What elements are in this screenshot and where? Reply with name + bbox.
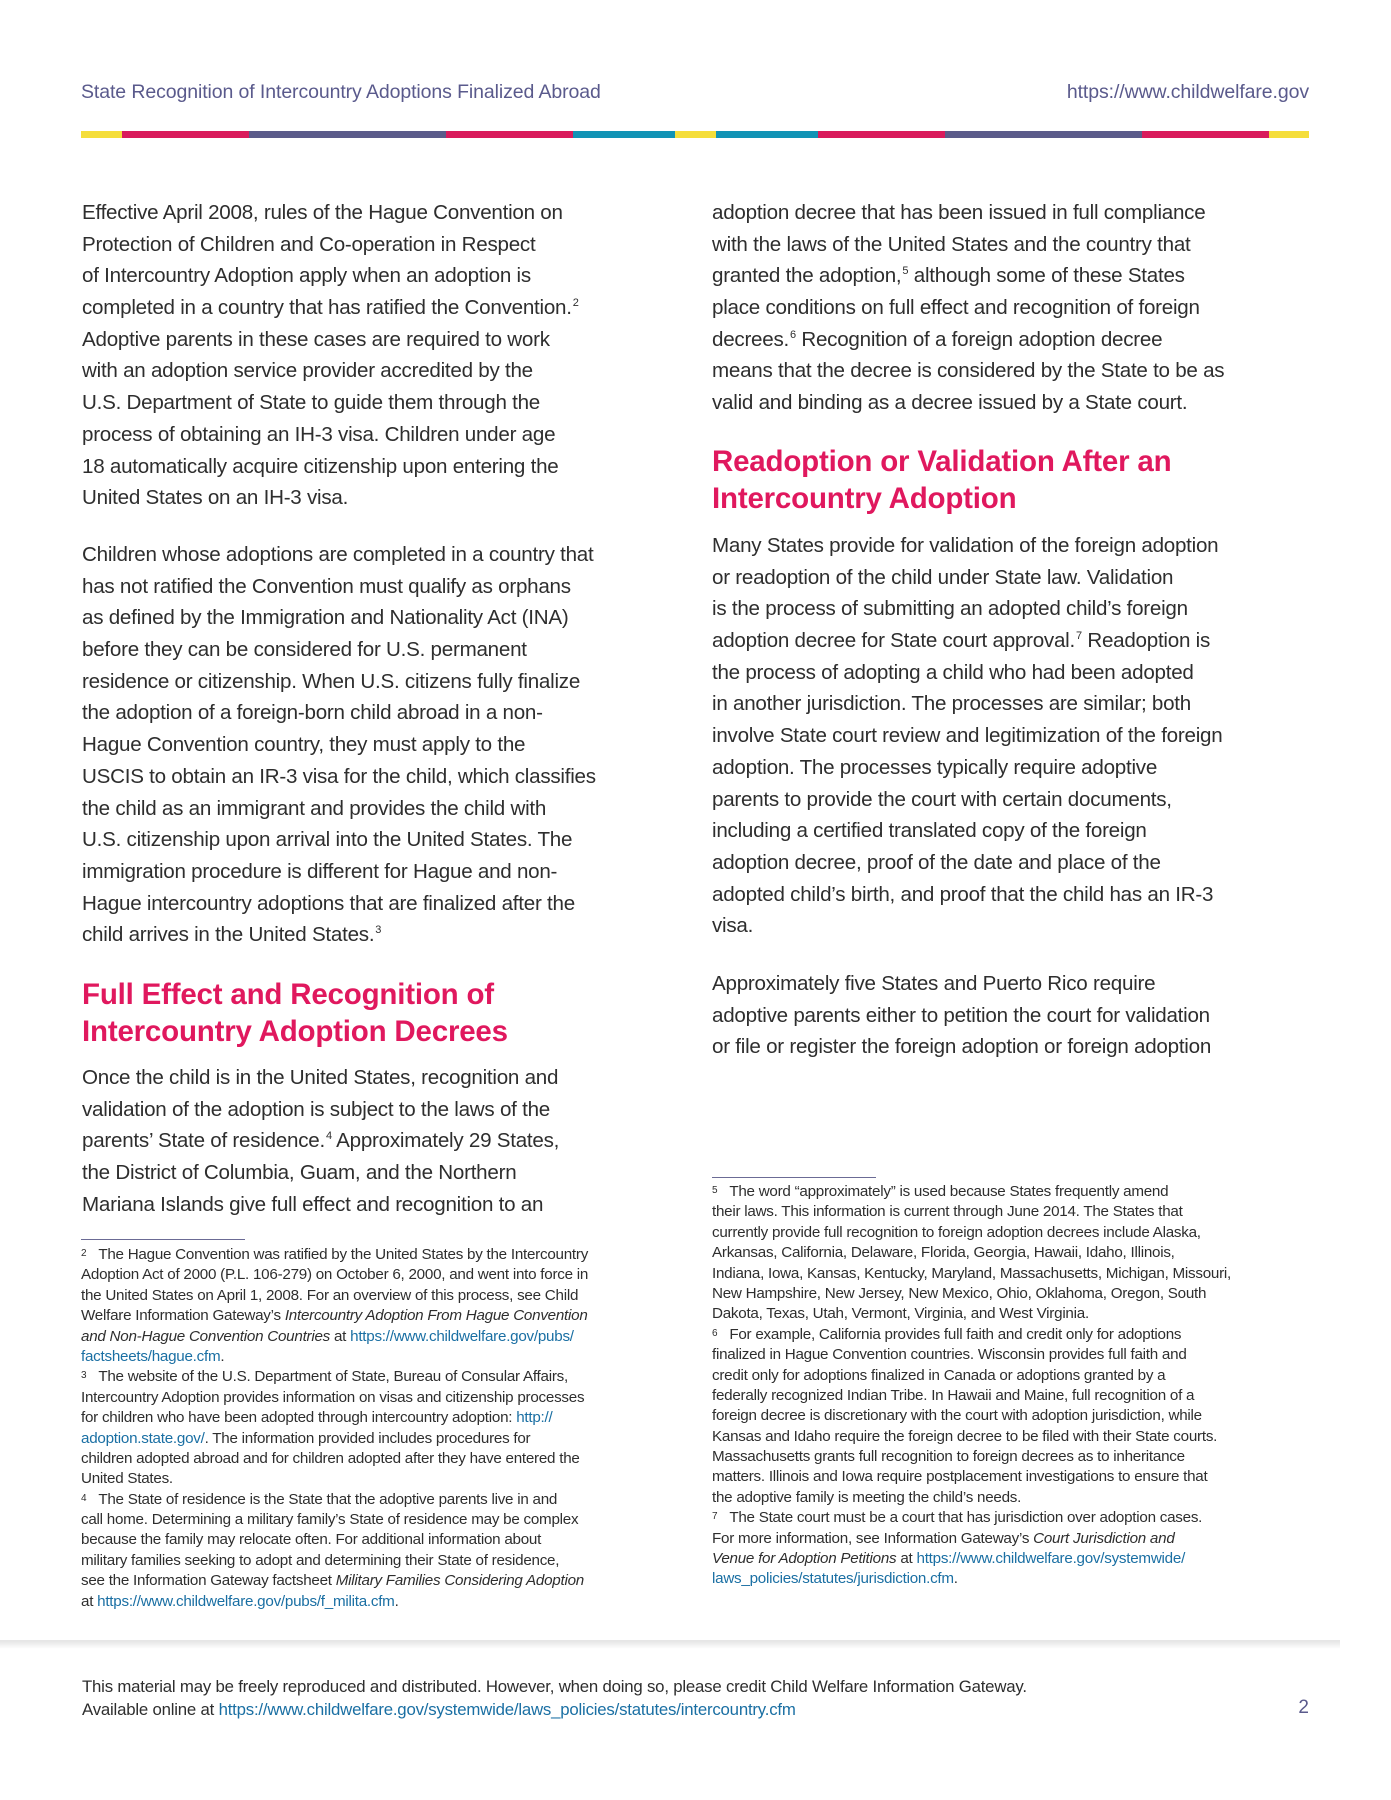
color-bar-segment [573,131,675,138]
text-line: immigration procedure is different for Hague and non- [82,859,558,883]
footnote-4-line: because the family may relocate often. For additional information about [81,1531,542,1549]
text-line: parents to provide the court with certain documents, [712,787,1172,811]
publication-title: Military Families Considering Adoption [335,1572,584,1590]
text-fragment: . [953,1570,958,1588]
footnote-5-line: Dakota, Texas, Utah, Vermont, Virginia, and West Virginia. [712,1305,1089,1323]
footnote-4-line [81,1490,588,1510]
text-fragment: decrees. [712,327,789,351]
footnote-4-line: call home. Determining a military family’s State of residence may be complex [81,1511,579,1529]
right-paragraph-1 [712,197,1224,419]
adoption-state-gov-link[interactable]: http:// [516,1409,553,1427]
footnote-3-line [81,1408,588,1428]
text-line: Hague Convention country, they must apply to the [82,733,526,757]
heading-line: Intercountry Adoption Decrees [82,1014,508,1048]
footnote-5-line: currently provide full recognition to foreign adoption decrees include Alaska, [712,1223,1201,1241]
text-line: the adoption of a foreign-born child abroad in a non- [82,701,543,725]
text-fragment: The word “approximately” is used because States frequently amend [729,1183,1169,1200]
text-line: Once the child is in the United States, recognition and [82,1066,559,1089]
footnote-ref-3[interactable]: 3 [375,924,382,937]
footer-credit-line: This material may be freely reproduced and distributed. However, when doing so, please credit Child Welfare Information Gateway. [82,1677,1027,1696]
footnote-2-line: the United States on April 1, 2008. For an overview of this process, see Child [81,1286,579,1304]
text-line: has not ratified the Convention must qualify as orphans [82,574,571,598]
text-fragment: Readoption is [1081,629,1211,653]
text-line: United States on an IH-3 visa. [82,486,349,510]
hague-factsheet-link[interactable]: factsheets/hague.cfm [81,1347,221,1365]
text-line: adoption decree that has been issued in full compliance [712,201,1206,224]
heading-line: Readoption or Validation After an [712,445,1172,478]
footnote-5-line [712,1182,1231,1202]
section-heading-readoption [712,444,1171,517]
text-fragment: completed in a country that has ratified the Convention. [82,296,572,320]
section-heading-full-effect [82,977,508,1050]
text-fragment: for children who have been adopted through intercountry adoption: [81,1409,517,1427]
text-fragment: For example, California provides full faith and credit only for adoptions [729,1325,1182,1343]
footnote-ref-6[interactable]: 6 [790,328,796,341]
footnote-separator-right [712,1177,876,1178]
text-line: with the laws of the United States and the country that [712,232,1191,256]
text-line: adopted child’s birth, and proof that the child has an IR-3 [712,882,1214,906]
intercountry-statute-link[interactable]: https://www.childwelfare.gov/systemwide/laws_policies/statutes/intercountry.cfm [218,1699,796,1719]
text-fragment: . [394,1592,399,1610]
footnote-5-line: New Hampshire, New Jersey, New Mexico, Ohio, Oklahoma, Oregon, South [712,1284,1207,1302]
text-fragment: at [330,1327,351,1345]
text-line: adoption. The processes typically require adoptive [712,755,1158,779]
text-line: or readoption of the child under State law. Validation [712,565,1174,589]
text-line: U.S. Department of State to guide them through the [82,391,540,415]
footer-credit [82,1676,1027,1721]
text-fragment: granted the adoption, [712,264,902,288]
text-line: Approximately five States and Puerto Rico require [712,972,1156,995]
footnote-number: 6 [712,1327,718,1339]
footnote-2-line [81,1327,588,1347]
text-line: Children whose adoptions are completed in a country that [82,543,594,566]
footnote-3-line [81,1367,588,1387]
footer-available-line [82,1699,1027,1722]
text-line: involve State court review and legitimization of the foreign [712,724,1223,748]
text-line: the District of Columbia, Guam, and the Northern [82,1161,517,1185]
page-number: 2 [1298,1697,1309,1718]
footnote-6-line: the adoptive family is meeting the child’s needs. [712,1488,1022,1506]
text-line: including a certified translated copy of the foreign [712,819,1147,843]
text-line: or file or register the foreign adoption or foreign adoption [712,1035,1212,1059]
footnote-number: 7 [712,1511,718,1523]
text-line [712,625,1222,657]
footnote-ref-4[interactable]: 4 [325,1130,332,1143]
text-fragment: . [220,1347,225,1365]
text-line: Protection of Children and Co-operation in Respect [82,232,536,256]
text-line: residence or citizenship. When U.S. citizens fully finalize [82,669,581,693]
text-line: Many States provide for validation of the foreign adoption [712,534,1219,557]
footnote-number: 4 [81,1492,87,1504]
footnote-6-line: Kansas and Idaho require the foreign decree to be filed with their State courts. [712,1427,1218,1445]
text-line [712,324,1224,356]
left-paragraph-3 [82,1062,559,1220]
color-bar-segment [716,131,818,138]
footnote-7-line [712,1508,1231,1528]
text-line: the child as an immigrant and provides the child with [82,796,547,820]
text-fragment: Available online at [82,1699,219,1719]
footnote-3-line: United States. [81,1470,173,1488]
footnote-number: 5 [712,1185,718,1196]
color-bar-segment [1142,131,1269,138]
footnote-3-line: Intercountry Adoption provides information on visas and citizenship processes [81,1388,585,1406]
running-header-title: State Recognition of Intercountry Adoptions Finalized Abroad [81,81,601,103]
text-line [82,919,596,951]
footnote-4-line: military families seeking to adopt and determining their State of residence, [81,1551,560,1569]
text-fragment: Recognition of a foreign adoption decree [795,327,1163,351]
text-line: as defined by the Immigration and Nationality Act (INA) [82,606,569,630]
text-line: validation of the adoption is subject to the laws of the [82,1097,550,1121]
text-line: place conditions on full effect and recognition of foreign [712,296,1200,320]
text-line: is the process of submitting an adopted child’s foreign [712,597,1188,621]
text-line: with an adoption service provider accredited by the [82,359,533,383]
left-paragraph-2 [82,539,596,951]
text-line: adoption decree, proof of the date and place of the [712,850,1161,874]
footnote-6-line: federally recognized Indian Tribe. In Hawaii and Maine, full recognition of a [712,1386,1195,1404]
jurisdiction-statute-link[interactable]: https://www.childwelfare.gov/systemwide/ [916,1550,1186,1568]
text-line: Mariana Islands give full effect and recognition to an [82,1192,544,1216]
military-families-link[interactable]: https://www.childwelfare.gov/pubs/f_milita.cfm [97,1592,395,1610]
right-paragraph-3 [712,968,1211,1063]
jurisdiction-statute-link[interactable]: laws_policies/statutes/jurisdiction.cfm [712,1570,954,1588]
text-line: of Intercountry Adoption apply when an adoption is [82,264,531,288]
text-fragment: The State of residence is the State that the adoptive parents live in and [98,1490,558,1508]
footer-divider [0,1640,1340,1649]
footnote-7-line [712,1529,1231,1549]
footnote-7-line [712,1549,1231,1569]
text-fragment: Approximately 29 States, [331,1129,560,1153]
footnote-ref-7[interactable]: 7 [1075,630,1082,643]
footnote-6-line: matters. Illinois and Iowa require postplacement investigations to ensure that [712,1468,1208,1486]
footnote-6-line: finalized in Hague Convention countries. Wisconsin provides full faith and [712,1346,1187,1364]
text-fragment: at [81,1592,98,1610]
footnote-6-line: credit only for adoptions finalized in Canada or adoptions granted by a [712,1366,1166,1384]
text-line: Effective April 2008, rules of the Hague Convention on [82,201,563,224]
text-line: before they can be considered for U.S. permanent [82,638,527,662]
footnotes-left [81,1245,588,1612]
footnote-number: 3 [81,1370,87,1382]
color-bar-segment [945,131,1142,138]
footnote-number: 2 [81,1248,87,1259]
running-header-url[interactable]: https://www.childwelfare.gov [1066,81,1309,103]
color-bar-segment [122,131,249,138]
text-line: 18 automatically acquire citizenship upon entering the [82,454,559,478]
heading-line: Full Effect and Recognition of [82,978,494,1011]
text-line: Hague intercountry adoptions that are finalized after the [82,891,575,915]
footnote-4-line [81,1571,588,1591]
text-line: adoptive parents either to petition the court for validation [712,1003,1210,1027]
text-fragment: at [896,1550,917,1568]
publication-title: and Non-Hague Convention Countries [81,1327,331,1345]
text-line: process of obtaining an IH-3 visa. Children under age [82,422,556,446]
header-color-bar [81,131,1309,138]
text-line: in another jurisdiction. The processes are similar; both [712,692,1191,716]
footnote-6-line: foreign decree is discretionary with the court with adoption jurisdiction, while [712,1407,1202,1425]
text-line: U.S. citizenship upon arrival into the United States. The [82,828,573,852]
color-bar-segment [818,131,945,138]
text-fragment: The website of the U.S. Department of State, Bureau of Consular Affairs, [98,1368,568,1386]
publication-title: Venue for Adoption Petitions [712,1550,897,1568]
text-fragment: Welfare Information Gateway’s [81,1307,285,1325]
footnote-5-line: their laws. This information is current through June 2014. The States that [712,1203,1183,1221]
text-fragment: although some of these States [908,264,1185,288]
text-line: means that the decree is considered by the State to be as [712,359,1225,383]
footnote-7-line [712,1569,1231,1589]
text-line [82,1125,559,1157]
footnote-ref-2[interactable]: 2 [572,297,579,310]
text-fragment: For more information, see Information Gateway’s [712,1529,1034,1547]
color-bar-segment [81,131,122,138]
right-paragraph-2 [712,530,1222,942]
footnote-2-line: Adoption Act of 2000 (P.L. 106-279) on October 6, 2000, and went into force in [81,1266,589,1284]
text-fragment: adoption decree for State court approval. [712,629,1075,653]
heading-line: Intercountry Adoption [712,481,1017,515]
footnote-5-line: Arkansas, California, Delaware, Florida, Georgia, Hawaii, Idaho, Illinois, [712,1244,1175,1262]
footnote-separator-left [81,1239,245,1240]
text-line: visa. [712,914,754,938]
adoption-state-gov-link[interactable]: adoption.state.gov/ [81,1429,205,1447]
hague-factsheet-link[interactable]: https://www.childwelfare.gov/pubs/ [350,1327,574,1345]
footnote-3-line: children adopted abroad and for children adopted after they have entered the [81,1449,580,1467]
left-paragraph-1 [82,197,579,514]
text-line [82,292,579,324]
color-bar-segment [249,131,446,138]
footnote-6-line [712,1325,1231,1345]
text-fragment: see the Information Gateway factsheet [81,1572,336,1590]
text-line: valid and binding as a decree issued by a State court. [712,391,1188,415]
footnote-2-line [81,1245,588,1265]
footnote-5-line: Indiana, Iowa, Kansas, Kentucky, Maryland, Massachusetts, Michigan, Missouri, [712,1264,1232,1282]
text-fragment: parents’ State of residence. [82,1129,325,1153]
text-line: USCIS to obtain an IR-3 visa for the child, which classifies [82,764,596,788]
text-fragment: child arrives in the United States. [82,923,375,947]
publication-title: Court Jurisdiction and [1033,1529,1175,1547]
footnote-3-line [81,1429,588,1449]
text-fragment: The Hague Convention was ratified by the United States by the Intercountry [98,1246,589,1263]
text-fragment: The State court must be a court that has jurisdiction over adoption cases. [729,1509,1203,1527]
footnotes-right [712,1182,1231,1590]
footnote-4-line [81,1592,588,1612]
footnote-2-line [81,1347,588,1367]
color-bar-segment [1269,131,1309,138]
footnote-ref-5[interactable]: 5 [902,265,909,278]
footnote-2-line [81,1306,588,1326]
color-bar-segment [446,131,573,138]
color-bar-segment [675,131,716,138]
text-line: Adoptive parents in these cases are required to work [82,327,550,351]
publication-title: Intercountry Adoption From Hague Convention [284,1307,588,1325]
text-fragment: . The information provided includes procedures for [204,1429,531,1447]
footnote-6-line: Massachusetts grants full recognition to foreign decrees as to inheritance [712,1448,1185,1466]
text-line [712,260,1224,292]
text-line: the process of adopting a child who had been adopted [712,660,1194,684]
